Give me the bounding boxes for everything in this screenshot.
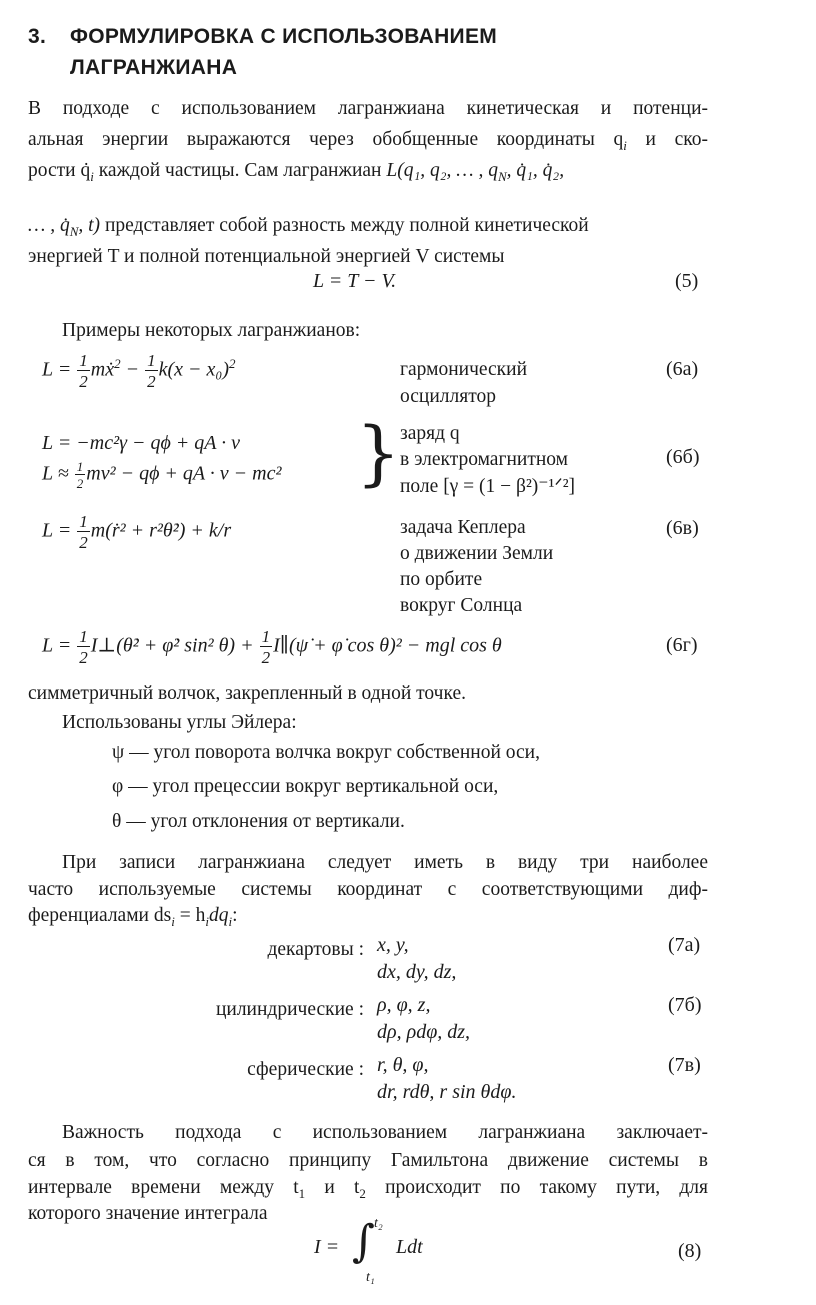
- equation-8-lhs: I =: [314, 1236, 340, 1258]
- intro-line1: В подходе с использованием лагранжиана кинетическая и потенци-: [28, 98, 708, 119]
- equation-6v-caption4: вокруг Солнца: [400, 595, 523, 616]
- equation-6v: L = $\frac{1}{2}$ m(ṙ² + r²θ̇²) + k/r: [42, 512, 232, 552]
- importance-line2: ся в том, что согласно принципу Гамильтона движение системы в: [28, 1150, 708, 1171]
- equation-6b-line2: L ≈ $\frac{1}{2}$ mv² − qϕ + qA · v − mc²: [42, 459, 282, 491]
- equation-6a-caption2: осциллятор: [400, 386, 496, 407]
- equation-6b-caption3: поле [γ = (1 − β²)⁻¹ᐟ²]: [400, 476, 576, 497]
- integral-sign: ∫: [352, 1216, 375, 1267]
- equation-7b-line2: dρ, ρdφ, dz,: [377, 1021, 471, 1043]
- equation-7v-label: сферические :: [247, 1059, 364, 1080]
- integral-upper-limit: t₂: [374, 1216, 383, 1231]
- equation-5-number: (5): [675, 270, 699, 292]
- equation-7v-line2: dr, rdθ, r sin θdφ.: [377, 1081, 517, 1103]
- equation-8-rhs: Ldt: [396, 1236, 423, 1258]
- equation-6b-caption2: в электромагнитном: [400, 449, 568, 470]
- section-title-line2: ЛАГРАНЖИАНА: [70, 56, 238, 79]
- equation-6v-caption3: по орбите: [400, 569, 483, 590]
- equation-7b-label: цилиндрические :: [215, 999, 364, 1020]
- equation-6a-number: (6а): [666, 358, 699, 380]
- importance-line1: Важность подхода с использованием лагранжиана заключает-: [62, 1122, 708, 1143]
- euler-heading: Использованы углы Эйлера:: [62, 712, 297, 733]
- importance-line3: интервале времени между $t_1$ и $t_2$ происходит по такому пути, для: [28, 1177, 708, 1201]
- equation-7a-line1: x, y,: [377, 934, 409, 956]
- equation-6g-number: (6г): [666, 634, 698, 656]
- equation-7b-number: (7б): [668, 994, 702, 1016]
- section-title-line1: ФОРМУЛИРОВКА С ИСПОЛЬЗОВАНИЕМ: [70, 25, 498, 48]
- equation-6a: L = $\frac{1}{2}$ mẋ$^2$ − $\frac{1}{2}$ $k(x - x_0)^2$: [42, 351, 236, 391]
- coords-intro-line2: часто используемые системы координат с соответствующими диф-: [28, 879, 708, 900]
- coords-intro-line1: При записи лагранжиана следует иметь в виду три наиболее: [62, 852, 708, 873]
- coords-intro-line3: ференциалами $ds_i = h_idq_i$:: [28, 905, 238, 929]
- equation-5: L = T − V.: [313, 270, 397, 292]
- equation-6b-caption1: заряд q: [400, 423, 460, 444]
- equation-7v-line1: r, θ, φ,: [377, 1054, 429, 1076]
- equation-7v-number: (7в): [668, 1054, 701, 1076]
- top-note: симметричный волчок, закрепленный в одной точке.: [28, 683, 466, 704]
- equation-6a-caption1: гармонический: [400, 359, 528, 380]
- examples-heading: Примеры некоторых лагранжианов:: [62, 320, 361, 341]
- equation-8-number: (8): [678, 1240, 702, 1262]
- intro-line3: рости $q̇_i$ каждой частицы. Сам лагранжиан L(q₁, q₂, … , $q_N$, q̇₁, q̇₂,: [28, 160, 565, 184]
- equation-6b-line1: L = −mc²γ − qϕ + qA · v: [42, 432, 241, 454]
- integral-lower-limit: t₁: [366, 1270, 375, 1285]
- intro-line5: энергией T и полной потенциальной энергией V системы: [28, 246, 505, 267]
- intro-line4: … , $q̇_N$, t) представляет собой разность между полной кинетической: [28, 215, 589, 239]
- equation-7a-label: декартовы :: [267, 939, 364, 960]
- equation-7a-line2: dx, dy, dz,: [377, 961, 457, 983]
- equation-6b-number: (6б): [666, 446, 700, 468]
- equation-7a-number: (7а): [668, 934, 701, 956]
- equation-6b-brace: }: [356, 412, 401, 494]
- equation-6g: L = $\frac{1}{2}$ I⊥(θ̇² + φ̇² sin² θ) + $\frac{1}{2}$ I∥(ψ̇ + φ̇ cos θ)² − mgl cos θ: [42, 627, 502, 667]
- euler-phi: φ — угол прецессии вокруг вертикальной оси,: [112, 776, 499, 797]
- equation-6v-caption2: о движении Земли: [400, 543, 554, 564]
- equation-6v-caption1: задача Кеплера: [400, 517, 526, 538]
- intro-line2: альная энергии выражаются через обобщенные координаты $q_i$ и ско-: [28, 129, 708, 153]
- equation-7b-line1: ρ, φ, z,: [377, 994, 431, 1016]
- euler-theta: θ — угол отклонения от вертикали.: [112, 811, 405, 832]
- equation-6v-number: (6в): [666, 517, 699, 539]
- importance-line4: которого значение интеграла: [28, 1203, 268, 1224]
- euler-psi: ψ — угол поворота волчка вокруг собственной оси,: [112, 742, 540, 763]
- section-number: 3.: [28, 25, 47, 48]
